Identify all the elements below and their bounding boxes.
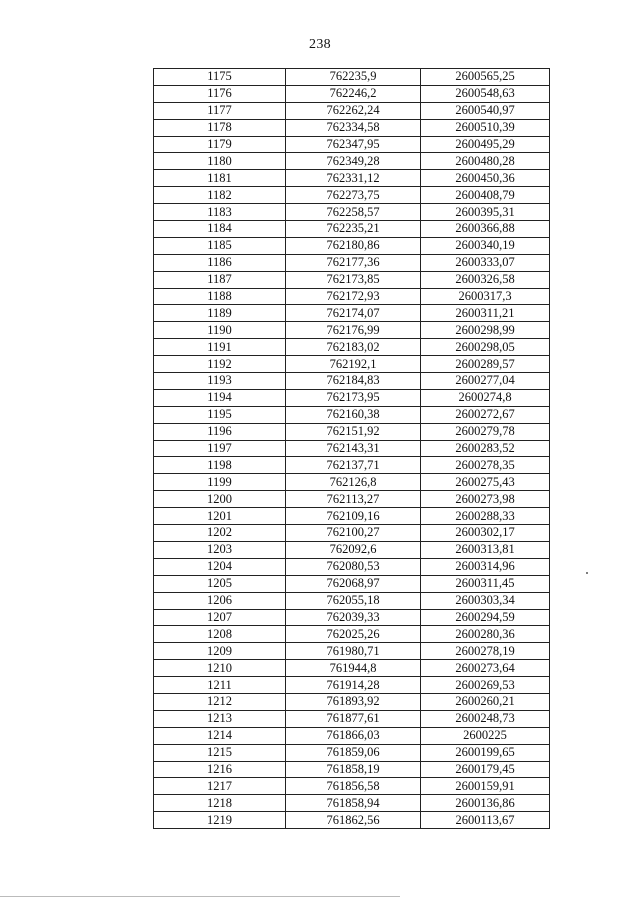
y-coordinate-cell: 2600288,33 bbox=[421, 508, 550, 525]
table-row bbox=[154, 153, 550, 170]
x-coordinate-cell: 762334,58 bbox=[286, 119, 421, 136]
scan-edge-line bbox=[0, 896, 400, 897]
table-row bbox=[154, 609, 550, 626]
point-number-cell: 1195 bbox=[154, 406, 286, 423]
y-coordinate-cell: 2600279,78 bbox=[421, 423, 550, 440]
y-coordinate-cell: 2600283,52 bbox=[421, 440, 550, 457]
y-coordinate-cell: 2600278,19 bbox=[421, 643, 550, 660]
x-coordinate-cell: 761862,56 bbox=[286, 812, 421, 829]
table-row bbox=[154, 727, 550, 744]
y-coordinate-cell: 2600179,45 bbox=[421, 761, 550, 778]
x-coordinate-cell: 762109,16 bbox=[286, 508, 421, 525]
point-number-cell: 1188 bbox=[154, 288, 286, 305]
point-number-cell: 1218 bbox=[154, 795, 286, 812]
table-row bbox=[154, 85, 550, 102]
x-coordinate-cell: 761877,61 bbox=[286, 710, 421, 727]
table-row bbox=[154, 254, 550, 271]
table-row bbox=[154, 693, 550, 710]
point-number-cell: 1204 bbox=[154, 558, 286, 575]
x-coordinate-cell: 761859,06 bbox=[286, 744, 421, 761]
table-row bbox=[154, 187, 550, 204]
y-coordinate-cell: 2600274,8 bbox=[421, 389, 550, 406]
point-number-cell: 1198 bbox=[154, 457, 286, 474]
y-coordinate-cell: 2600280,36 bbox=[421, 626, 550, 643]
table-row bbox=[154, 102, 550, 119]
table-row bbox=[154, 778, 550, 795]
point-number-cell: 1210 bbox=[154, 660, 286, 677]
y-coordinate-cell: 2600275,43 bbox=[421, 474, 550, 491]
point-number-cell: 1178 bbox=[154, 119, 286, 136]
point-number-cell: 1199 bbox=[154, 474, 286, 491]
point-number-cell: 1192 bbox=[154, 356, 286, 373]
point-number-cell: 1213 bbox=[154, 710, 286, 727]
x-coordinate-cell: 761856,58 bbox=[286, 778, 421, 795]
table-row bbox=[154, 170, 550, 187]
point-number-cell: 1183 bbox=[154, 204, 286, 221]
x-coordinate-cell: 761980,71 bbox=[286, 643, 421, 660]
table-row bbox=[154, 626, 550, 643]
table-row bbox=[154, 271, 550, 288]
point-number-cell: 1203 bbox=[154, 541, 286, 558]
y-coordinate-cell: 2600395,31 bbox=[421, 204, 550, 221]
y-coordinate-cell: 2600199,65 bbox=[421, 744, 550, 761]
point-number-cell: 1184 bbox=[154, 221, 286, 238]
point-number-cell: 1200 bbox=[154, 491, 286, 508]
table-row bbox=[154, 457, 550, 474]
y-coordinate-cell: 2600565,25 bbox=[421, 69, 550, 86]
point-number-cell: 1181 bbox=[154, 170, 286, 187]
point-number-cell: 1190 bbox=[154, 322, 286, 339]
point-number-cell: 1209 bbox=[154, 643, 286, 660]
table-row bbox=[154, 525, 550, 542]
x-coordinate-cell: 762183,02 bbox=[286, 339, 421, 356]
table-row bbox=[154, 136, 550, 153]
table-row bbox=[154, 761, 550, 778]
x-coordinate-cell: 762173,85 bbox=[286, 271, 421, 288]
point-number-cell: 1179 bbox=[154, 136, 286, 153]
table-row bbox=[154, 221, 550, 238]
point-number-cell: 1201 bbox=[154, 508, 286, 525]
coordinates-table bbox=[153, 68, 550, 829]
y-coordinate-cell: 2600294,59 bbox=[421, 609, 550, 626]
page-number: 238 bbox=[309, 37, 331, 52]
y-coordinate-cell: 2600548,63 bbox=[421, 85, 550, 102]
y-coordinate-cell: 2600272,67 bbox=[421, 406, 550, 423]
x-coordinate-cell: 762258,57 bbox=[286, 204, 421, 221]
x-coordinate-cell: 761858,94 bbox=[286, 795, 421, 812]
table-row bbox=[154, 237, 550, 254]
table-row bbox=[154, 373, 550, 390]
x-coordinate-cell: 762039,33 bbox=[286, 609, 421, 626]
point-number-cell: 1216 bbox=[154, 761, 286, 778]
point-number-cell: 1175 bbox=[154, 69, 286, 86]
table-row bbox=[154, 288, 550, 305]
coordinates-table-body bbox=[154, 69, 550, 829]
point-number-cell: 1182 bbox=[154, 187, 286, 204]
x-coordinate-cell: 761893,92 bbox=[286, 693, 421, 710]
y-coordinate-cell: 2600333,07 bbox=[421, 254, 550, 271]
x-coordinate-cell: 762173,95 bbox=[286, 389, 421, 406]
x-coordinate-cell: 762177,36 bbox=[286, 254, 421, 271]
y-coordinate-cell: 2600303,34 bbox=[421, 592, 550, 609]
x-coordinate-cell: 762174,07 bbox=[286, 305, 421, 322]
table-row bbox=[154, 69, 550, 86]
x-coordinate-cell: 762192,1 bbox=[286, 356, 421, 373]
y-coordinate-cell: 2600302,17 bbox=[421, 525, 550, 542]
y-coordinate-cell: 2600260,21 bbox=[421, 693, 550, 710]
scan-speck bbox=[586, 572, 588, 574]
point-number-cell: 1212 bbox=[154, 693, 286, 710]
x-coordinate-cell: 762080,53 bbox=[286, 558, 421, 575]
table-row bbox=[154, 356, 550, 373]
x-coordinate-cell: 762273,75 bbox=[286, 187, 421, 204]
y-coordinate-cell: 2600289,57 bbox=[421, 356, 550, 373]
x-coordinate-cell: 762160,38 bbox=[286, 406, 421, 423]
table-row bbox=[154, 389, 550, 406]
table-row bbox=[154, 710, 550, 727]
y-coordinate-cell: 2600480,28 bbox=[421, 153, 550, 170]
x-coordinate-cell: 762113,27 bbox=[286, 491, 421, 508]
y-coordinate-cell: 2600273,64 bbox=[421, 660, 550, 677]
x-coordinate-cell: 762055,18 bbox=[286, 592, 421, 609]
table-row bbox=[154, 744, 550, 761]
y-coordinate-cell: 2600277,04 bbox=[421, 373, 550, 390]
x-coordinate-cell: 761866,03 bbox=[286, 727, 421, 744]
point-number-cell: 1186 bbox=[154, 254, 286, 271]
y-coordinate-cell: 2600113,67 bbox=[421, 812, 550, 829]
point-number-cell: 1206 bbox=[154, 592, 286, 609]
point-number-cell: 1202 bbox=[154, 525, 286, 542]
y-coordinate-cell: 2600298,99 bbox=[421, 322, 550, 339]
x-coordinate-cell: 762172,93 bbox=[286, 288, 421, 305]
table-row bbox=[154, 322, 550, 339]
x-coordinate-cell: 762176,99 bbox=[286, 322, 421, 339]
y-coordinate-cell: 2600340,19 bbox=[421, 237, 550, 254]
y-coordinate-cell: 2600317,3 bbox=[421, 288, 550, 305]
table-row bbox=[154, 508, 550, 525]
point-number-cell: 1189 bbox=[154, 305, 286, 322]
point-number-cell: 1207 bbox=[154, 609, 286, 626]
point-number-cell: 1219 bbox=[154, 812, 286, 829]
point-number-cell: 1214 bbox=[154, 727, 286, 744]
point-number-cell: 1194 bbox=[154, 389, 286, 406]
x-coordinate-cell: 762180,86 bbox=[286, 237, 421, 254]
y-coordinate-cell: 2600278,35 bbox=[421, 457, 550, 474]
x-coordinate-cell: 762068,97 bbox=[286, 575, 421, 592]
table-row bbox=[154, 339, 550, 356]
y-coordinate-cell: 2600311,21 bbox=[421, 305, 550, 322]
y-coordinate-cell: 2600273,98 bbox=[421, 491, 550, 508]
point-number-cell: 1208 bbox=[154, 626, 286, 643]
y-coordinate-cell: 2600326,58 bbox=[421, 271, 550, 288]
point-number-cell: 1196 bbox=[154, 423, 286, 440]
point-number-cell: 1197 bbox=[154, 440, 286, 457]
table-row bbox=[154, 423, 550, 440]
table-row bbox=[154, 119, 550, 136]
table-row bbox=[154, 406, 550, 423]
point-number-cell: 1191 bbox=[154, 339, 286, 356]
y-coordinate-cell: 2600248,73 bbox=[421, 710, 550, 727]
y-coordinate-cell: 2600298,05 bbox=[421, 339, 550, 356]
x-coordinate-cell: 762100,27 bbox=[286, 525, 421, 542]
x-coordinate-cell: 761944,8 bbox=[286, 660, 421, 677]
x-coordinate-cell: 762246,2 bbox=[286, 85, 421, 102]
point-number-cell: 1180 bbox=[154, 153, 286, 170]
x-coordinate-cell: 762137,71 bbox=[286, 457, 421, 474]
table-row bbox=[154, 795, 550, 812]
table-row bbox=[154, 575, 550, 592]
x-coordinate-cell: 762184,83 bbox=[286, 373, 421, 390]
y-coordinate-cell: 2600311,45 bbox=[421, 575, 550, 592]
table-row bbox=[154, 474, 550, 491]
point-number-cell: 1185 bbox=[154, 237, 286, 254]
x-coordinate-cell: 762331,12 bbox=[286, 170, 421, 187]
y-coordinate-cell: 2600450,36 bbox=[421, 170, 550, 187]
y-coordinate-cell: 2600366,88 bbox=[421, 221, 550, 238]
table-row bbox=[154, 592, 550, 609]
y-coordinate-cell: 2600159,91 bbox=[421, 778, 550, 795]
table-row bbox=[154, 305, 550, 322]
y-coordinate-cell: 2600313,81 bbox=[421, 541, 550, 558]
x-coordinate-cell: 762092,6 bbox=[286, 541, 421, 558]
x-coordinate-cell: 762235,21 bbox=[286, 221, 421, 238]
y-coordinate-cell: 2600408,79 bbox=[421, 187, 550, 204]
point-number-cell: 1215 bbox=[154, 744, 286, 761]
y-coordinate-cell: 2600314,96 bbox=[421, 558, 550, 575]
table-row bbox=[154, 660, 550, 677]
x-coordinate-cell: 761858,19 bbox=[286, 761, 421, 778]
point-number-cell: 1176 bbox=[154, 85, 286, 102]
x-coordinate-cell: 762347,95 bbox=[286, 136, 421, 153]
point-number-cell: 1177 bbox=[154, 102, 286, 119]
y-coordinate-cell: 2600269,53 bbox=[421, 677, 550, 694]
x-coordinate-cell: 762126,8 bbox=[286, 474, 421, 491]
table-row bbox=[154, 677, 550, 694]
y-coordinate-cell: 2600225 bbox=[421, 727, 550, 744]
table-row bbox=[154, 558, 550, 575]
x-coordinate-cell: 762262,24 bbox=[286, 102, 421, 119]
table-row bbox=[154, 643, 550, 660]
point-number-cell: 1187 bbox=[154, 271, 286, 288]
table-row bbox=[154, 204, 550, 221]
table-row bbox=[154, 491, 550, 508]
x-coordinate-cell: 761914,28 bbox=[286, 677, 421, 694]
table-row bbox=[154, 440, 550, 457]
x-coordinate-cell: 762235,9 bbox=[286, 69, 421, 86]
point-number-cell: 1211 bbox=[154, 677, 286, 694]
point-number-cell: 1205 bbox=[154, 575, 286, 592]
point-number-cell: 1217 bbox=[154, 778, 286, 795]
x-coordinate-cell: 762025,26 bbox=[286, 626, 421, 643]
x-coordinate-cell: 762151,92 bbox=[286, 423, 421, 440]
x-coordinate-cell: 762143,31 bbox=[286, 440, 421, 457]
table-row bbox=[154, 812, 550, 829]
y-coordinate-cell: 2600540,97 bbox=[421, 102, 550, 119]
point-number-cell: 1193 bbox=[154, 373, 286, 390]
y-coordinate-cell: 2600510,39 bbox=[421, 119, 550, 136]
y-coordinate-cell: 2600495,29 bbox=[421, 136, 550, 153]
table-row bbox=[154, 541, 550, 558]
x-coordinate-cell: 762349,28 bbox=[286, 153, 421, 170]
y-coordinate-cell: 2600136,86 bbox=[421, 795, 550, 812]
